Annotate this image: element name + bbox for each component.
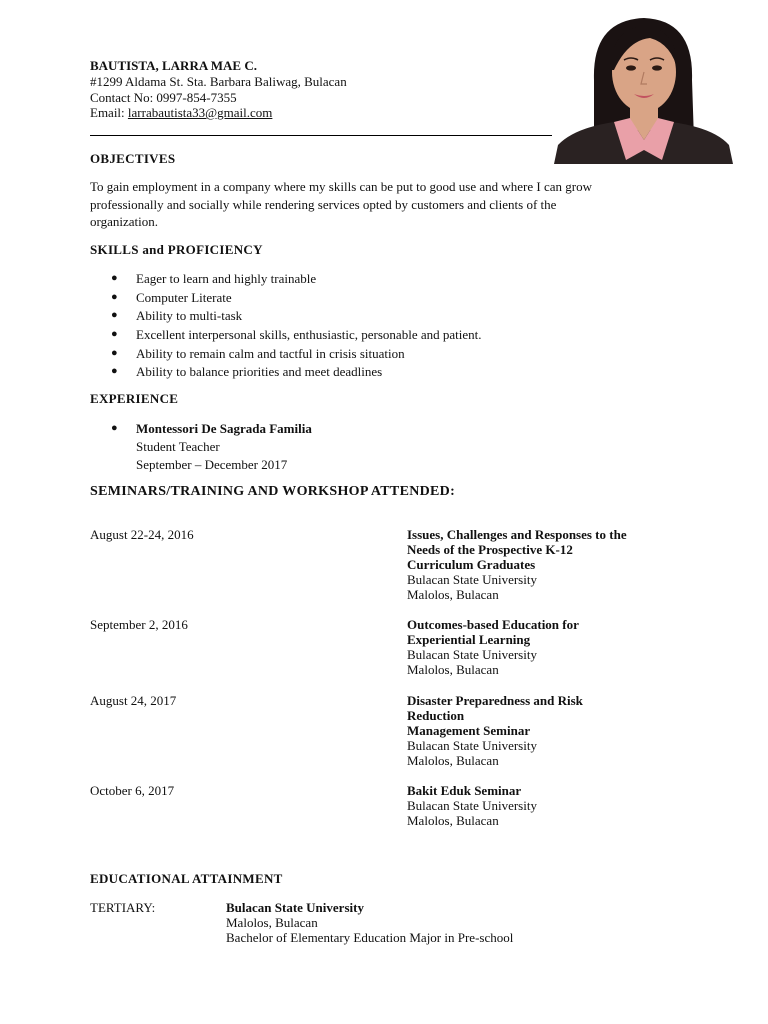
experience-heading: EXPERIENCE <box>90 391 179 406</box>
seminar-school: Bulacan State University <box>407 738 537 753</box>
skill-item: ● Computer Literate <box>111 290 232 305</box>
seminars-heading: SEMINARS/TRAINING AND WORKSHOP ATTENDED: <box>90 484 456 499</box>
skill-text: Ability to balance priorities and meet deadlines <box>136 364 383 379</box>
experience-role: Student Teacher <box>136 439 220 454</box>
objectives-line: To gain employment in a company where my skills can be put to good use and where I can grow <box>90 179 592 194</box>
education-details <box>226 900 626 945</box>
seminar-title-line: Bakit Eduk Seminar <box>407 783 522 798</box>
skill-item: ● Excellent interpersonal skills, enthusiastic, personable and patient. <box>111 327 482 342</box>
objectives-text <box>90 178 670 231</box>
seminar-place: Malolos, Bulacan <box>407 587 499 602</box>
experience-item: ● Montessori De Sagrada Familia Student Teacher September – December 2017 <box>111 421 312 472</box>
education-school: Bulacan State University <box>226 900 364 915</box>
seminar-place: Malolos, Bulacan <box>407 753 499 768</box>
skills-heading: SKILLS and PROFICIENCY <box>90 242 263 257</box>
objectives-line: professionally and socially while rendering services opted by customers and clients of the <box>90 196 557 212</box>
skill-text: Excellent interpersonal skills, enthusiastic, personable and patient. <box>136 327 482 342</box>
experience-period: September – December 2017 <box>136 457 288 472</box>
seminar-date: August 22-24, 2016 <box>90 527 194 542</box>
objectives-line: organization. <box>90 214 158 229</box>
applicant-name: BAUTISTA, LARRA MAE C. <box>90 58 257 73</box>
seminar-title-line: Disaster Preparedness and Risk <box>407 693 583 708</box>
skill-text: Ability to remain calm and tactful in crisis situation <box>136 346 405 361</box>
seminar-details <box>407 693 707 768</box>
education-place: Malolos, Bulacan <box>226 915 318 930</box>
seminar-school: Bulacan State University <box>407 647 537 662</box>
seminar-date: August 24, 2017 <box>90 693 177 708</box>
skill-item: ● Ability to balance priorities and meet deadlines <box>111 364 383 379</box>
seminar-title-line: Reduction <box>407 708 465 723</box>
address: #1299 Aldama St. Sta. Barbara Baliwag, Bulacan <box>90 74 347 89</box>
seminar-title-line: Management Seminar <box>407 723 531 738</box>
header-divider <box>90 135 552 136</box>
seminar-details <box>407 527 707 602</box>
seminar-title-line: Curriculum Graduates <box>407 557 536 572</box>
contact-number: Contact No: 0997-854-7355 <box>90 90 237 105</box>
seminar-title-line: Needs of the Prospective K-12 <box>407 542 573 557</box>
seminar-place: Malolos, Bulacan <box>407 662 499 677</box>
seminar-title-line: Issues, Challenges and Responses to the <box>407 527 627 542</box>
skill-text: Eager to learn and highly trainable <box>136 271 317 286</box>
seminar-school: Bulacan State University <box>407 572 537 587</box>
objectives-heading: OBJECTIVES <box>90 151 176 166</box>
education-level: TERTIARY: <box>90 900 156 915</box>
education-degree: Bachelor of Elementary Education Major in Pre-school <box>226 930 514 945</box>
seminar-date: October 6, 2017 <box>90 783 175 798</box>
seminar-title-line: Outcomes-based Education for <box>407 617 579 632</box>
seminar-details <box>407 783 707 828</box>
skill-text: Computer Literate <box>136 290 232 305</box>
skill-item: ● Ability to multi-task <box>111 308 243 323</box>
seminar-title-line: Experiential Learning <box>407 632 531 647</box>
experience-org: Montessori De Sagrada Familia <box>136 421 312 436</box>
seminar-place: Malolos, Bulacan <box>407 813 499 828</box>
email-label: Email: <box>90 105 128 120</box>
email-line <box>90 105 272 121</box>
email-link[interactable]: larrabautista33@gmail.com <box>127 105 273 120</box>
skill-item: ● Eager to learn and highly trainable <box>111 271 317 286</box>
education-heading: EDUCATIONAL ATTAINMENT <box>90 871 283 886</box>
seminar-school: Bulacan State University <box>407 798 537 813</box>
profile-photo <box>554 10 733 164</box>
skill-item: ● Ability to remain calm and tactful in crisis situation <box>111 346 405 361</box>
seminar-date: September 2, 2016 <box>90 617 188 632</box>
seminar-details <box>407 617 707 677</box>
skill-text: Ability to multi-task <box>136 308 243 323</box>
